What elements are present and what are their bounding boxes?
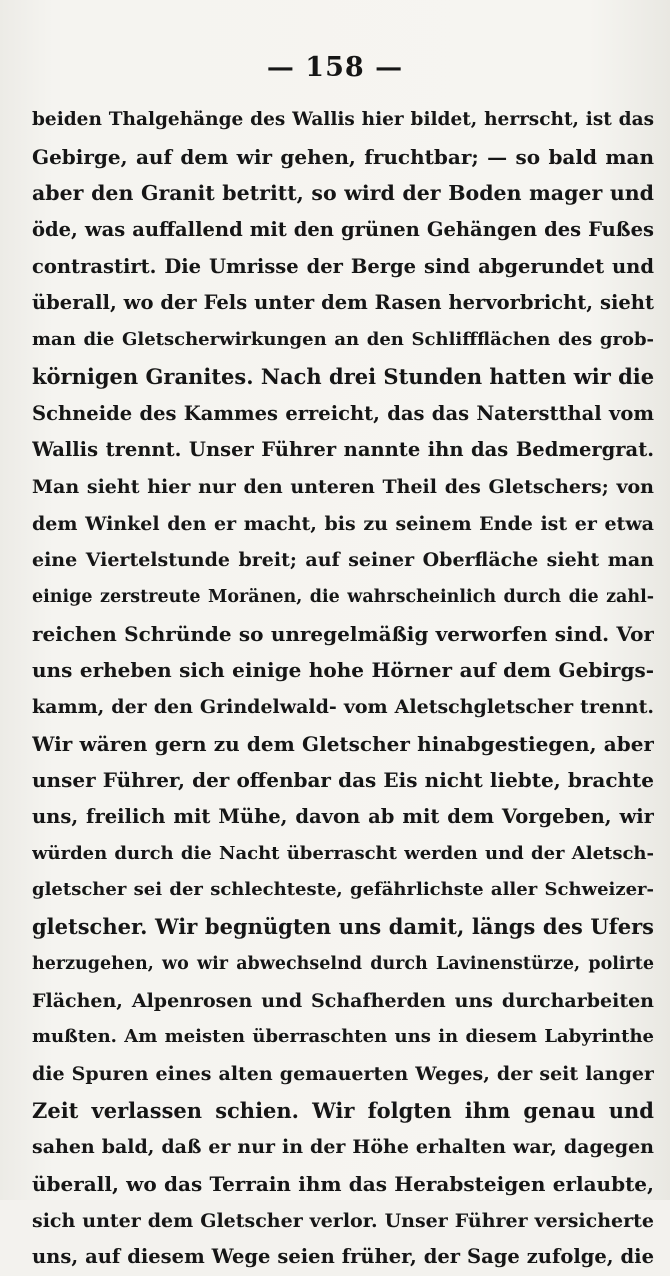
text-line: öde, was auffallend mit den grünen Gehängen des Fußes [32, 218, 654, 242]
text-line: überall, wo der Fels unter dem Rasen hervorbricht, sieht [32, 291, 654, 315]
body-text [32, 102, 654, 1276]
text-line: Schneide des Kammes erreicht, das das Naterstthal vom [32, 401, 654, 425]
page-number: — 158 — [266, 52, 404, 83]
text-line: aber den Granit betritt, so wird der Boden mager und [32, 181, 654, 206]
text-line: Wallis trennt. Unser Führer nannte ihn das Bedmergrat. [32, 438, 654, 462]
text-line: kamm, der den Grindelwald- vom Aletschgletscher trennt. [32, 696, 654, 718]
text-line: einige zerstreute Moränen, die wahrscheinlich durch die zahl- [32, 586, 654, 607]
text-line: man die Gletscherwirkungen an den Schliffflächen des grob- [32, 329, 654, 351]
text-line: Zeit verlassen schien. Wir folgten ihm genau und [32, 1097, 654, 1123]
text-line: körnigen Granites. Nach drei Stunden hatten wir die [32, 363, 654, 389]
text-line: gletscher sei der schlechteste, gefährlichste aller Schweizer- [32, 879, 654, 901]
text-line: unser Führer, der offenbar das Eis nicht liebte, brachte [32, 768, 654, 793]
text-line: sich unter dem Gletscher verlor. Unser Führer versicherte [32, 1209, 654, 1232]
text-line: uns erheben sich einige hohe Hörner auf dem Gebirgs- [32, 658, 654, 683]
text-line: die Spuren eines alten gemauerten Weges, der seit langer [32, 1062, 654, 1085]
text-line: beiden Thalgehänge des Wallis hier bildet, herrscht, ist das [32, 109, 654, 130]
text-line: reichen Schründe so unregelmäßig verworfen sind. Vor [32, 621, 654, 646]
text-line: sahen bald, daß er nur in der Höhe erhalten war, dagegen [32, 1136, 654, 1159]
text-line: Flächen, Alpenrosen und Schafherden uns durcharbeiten [32, 989, 654, 1012]
text-line: überall, wo das Terrain ihm das Herabsteigen erlaubte, [32, 1171, 654, 1196]
text-line: uns, auf diesem Wege seien früher, der Sage zufolge, die [32, 1245, 654, 1269]
text-line: herzugehen, wo wir abwechselnd durch Lavinenstürze, polirte [32, 953, 654, 974]
text-line: mußten. Am meisten überraschten uns in diesem Labyrinthe [32, 1026, 654, 1048]
text-line: Wir wären gern zu dem Gletscher hinabgestiegen, aber [32, 731, 654, 756]
text-line: contrastirt. Die Umrisse der Berge sind abgerundet und [32, 254, 654, 278]
text-line: Gebirge, auf dem wir gehen, fruchtbar; — so bald man [32, 144, 654, 169]
text-line: uns, freilich mit Mühe, davon ab mit dem Vorgeben, wir [32, 805, 654, 829]
text-line: dem Winkel den er macht, bis zu seinem Ende ist er etwa [32, 512, 654, 535]
text-line: eine Viertelstunde breit; auf seiner Oberfläche sieht man [32, 549, 654, 572]
text-line: Man sieht hier nur den unteren Theil des Gletschers; von [32, 475, 654, 498]
text-line: gletscher. Wir begnügten uns damit, längs des Ufers [32, 914, 654, 940]
text-line: würden durch die Nacht überrascht werden und der Aletsch- [32, 842, 654, 864]
